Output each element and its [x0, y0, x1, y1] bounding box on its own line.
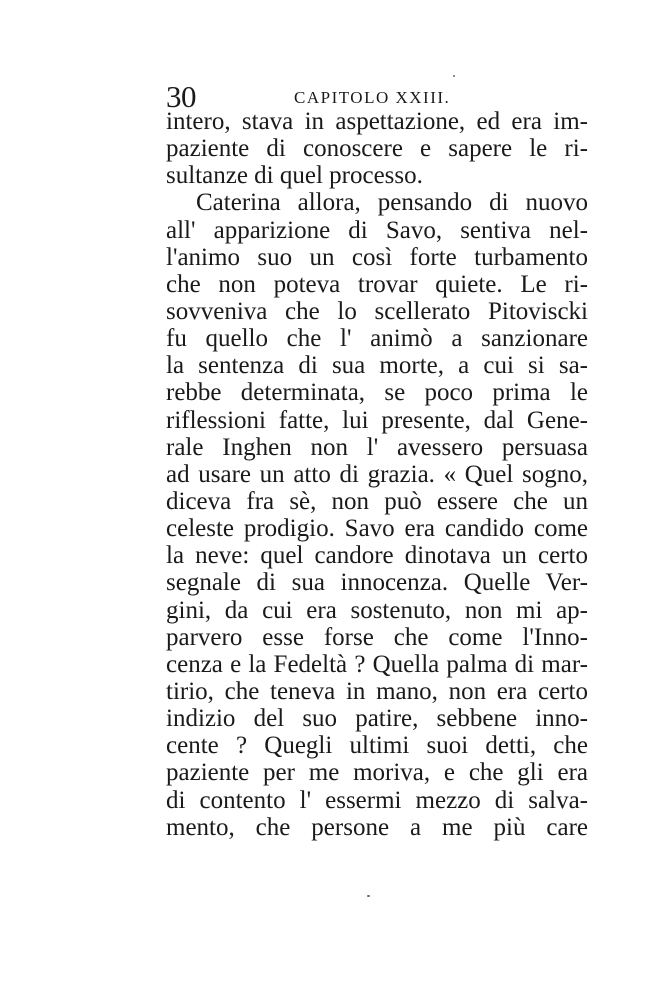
- text-line: paziente per me moriva, e che gli era: [166, 759, 588, 787]
- body-text: [166, 108, 588, 841]
- text-line: che non poteva trovar quiete. Le ri-: [166, 270, 588, 298]
- text-line: gini, da cui era sostenuto, non mi ap-: [166, 596, 588, 624]
- text-line: la neve: quel candore dinotava un certo: [166, 542, 588, 570]
- text-line: ad usare un atto di grazia. « Quel sogno,: [166, 460, 588, 488]
- text-line: celeste prodigio. Savo era candido come: [166, 515, 588, 543]
- text-line: di contento l' essermi mezzo di salva-: [166, 786, 588, 814]
- text-line: rale Inghen non l' avessero persuasa: [166, 433, 588, 461]
- text-line: fu quello che l' animò a sanzionare: [166, 325, 588, 353]
- text-line: all' apparizione di Savo, sentiva nel-: [166, 216, 588, 244]
- paper-speck: [367, 895, 370, 897]
- text-line: indizio del suo patire, sebbene inno-: [166, 705, 588, 733]
- paper-speck: [453, 75, 455, 77]
- text-line: cente ? Quegli ultimi suoi detti, che: [166, 732, 588, 760]
- page-number: 30: [166, 79, 196, 114]
- text-line: diceva fra sè, non può essere che un: [166, 487, 588, 515]
- text-line: paziente di conoscere e sapere le ri-: [166, 135, 588, 163]
- text-line: rebbe determinata, se poco prima le: [166, 379, 588, 407]
- text-line: tirio, che teneva in mano, non era certo: [166, 677, 588, 705]
- text-line: intero, stava in aspettazione, ed era im-: [166, 108, 588, 135]
- text-line: Caterina allora, pensando di nuovo: [196, 189, 588, 217]
- text-line: la sentenza di sua morte, a cui si sa-: [166, 352, 588, 380]
- chapter-title: CAPITOLO XXIII.: [294, 88, 451, 107]
- text-line: sovveniva che lo scellerato Pitoviscki: [166, 297, 588, 325]
- text-line: parvero esse forse che come l'Inno-: [166, 623, 588, 651]
- text-line: l'animo suo un così forte turbamento: [166, 243, 588, 271]
- text-line: riflessioni fatte, lui presente, dal Gene-: [166, 406, 588, 434]
- text-line: cenza e la Fedeltà ? Quella palma di mar-: [166, 650, 588, 678]
- text-line: mento, che persone a me più care: [166, 813, 588, 841]
- text-line: segnale di sua innocenza. Quelle Ver-: [166, 569, 588, 597]
- text-line: sultanze di quel processo.: [166, 162, 423, 190]
